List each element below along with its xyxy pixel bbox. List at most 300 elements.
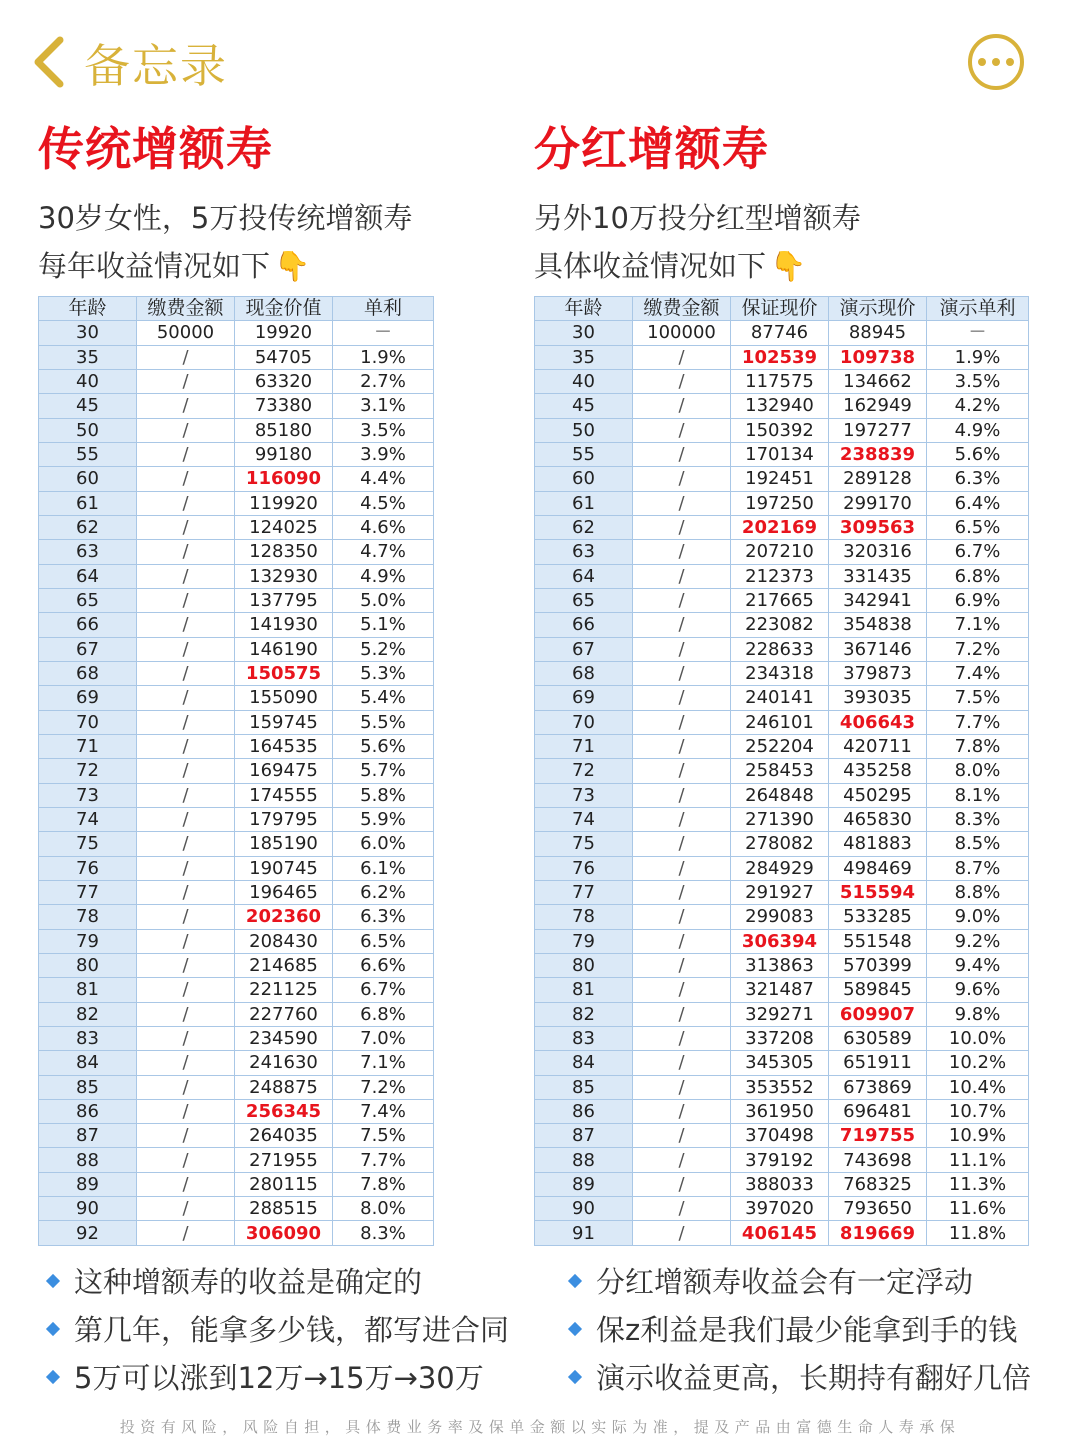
table-cell: 337208 [731,1026,829,1050]
age-cell: 76 [535,856,633,880]
table-cell: 214685 [235,953,333,977]
age-cell: 77 [535,880,633,904]
age-cell: 90 [39,1197,137,1221]
table-cell: / [633,710,731,734]
table-cell: / [633,1051,731,1075]
diamond-bullet-icon [46,1322,60,1336]
table-cell: 3.5% [333,418,434,442]
table-cell: / [633,345,731,369]
table-cell: 11.1% [927,1148,1029,1172]
table-cell: 8.3% [927,807,1029,831]
age-cell: 72 [39,759,137,783]
table-cell: 5.9% [333,807,434,831]
table-cell: / [137,1124,235,1148]
table-cell: － [927,321,1029,345]
table-cell: 85180 [235,418,333,442]
table-row [535,807,1029,831]
table-cell: 6.9% [927,588,1029,612]
table-cell: 4.6% [333,515,434,539]
table-cell: / [137,442,235,466]
table-cell: 320316 [829,540,927,564]
table-row [535,418,1029,442]
table-cell: 8.3% [333,1221,434,1245]
age-cell: 87 [39,1124,137,1148]
table-cell: 4.7% [333,540,434,564]
table-row [535,978,1029,1002]
table-cell: / [137,418,235,442]
table-cell: 10.0% [927,1026,1029,1050]
table-cell: 397020 [731,1197,829,1221]
subtitle-text: 每年收益情况如下 [38,249,271,283]
table-row [39,369,434,393]
table-cell: / [633,1197,731,1221]
nav-bar [0,0,1080,120]
table-cell: 8.1% [927,783,1029,807]
table-cell: 481883 [829,832,927,856]
age-cell: 40 [535,369,633,393]
more-button[interactable] [968,34,1024,90]
table-row [535,515,1029,539]
table-cell: / [137,1099,235,1123]
table-cell: 197250 [731,491,829,515]
age-cell: 71 [535,734,633,758]
table-row [535,686,1029,710]
age-cell: 86 [535,1099,633,1123]
table-row [535,832,1029,856]
table-row [39,1051,434,1075]
table-cell: / [137,759,235,783]
table-cell: 5.8% [333,783,434,807]
table-cell: / [633,394,731,418]
table-cell: 99180 [235,442,333,466]
table-row [39,1124,434,1148]
table-row [39,783,434,807]
traditional-table [38,296,434,1246]
table-cell: 719755 [829,1124,927,1148]
table-cell: 7.2% [333,1075,434,1099]
table-cell: / [137,929,235,953]
table-cell: / [633,467,731,491]
age-cell: 62 [39,515,137,539]
table-cell: 4.5% [333,491,434,515]
table-cell: / [633,540,731,564]
column-header: 保证现价 [731,297,829,321]
table-cell: 354838 [829,613,927,637]
table-cell: / [137,540,235,564]
age-cell: 66 [39,613,137,637]
table-cell: / [633,783,731,807]
table-cell: / [633,978,731,1002]
table-cell: / [633,856,731,880]
table-cell: 11.8% [927,1221,1029,1245]
age-cell: 89 [535,1172,633,1196]
table-cell: 8.7% [927,856,1029,880]
note-text: 这种增额寿的收益是确定的 [74,1265,423,1299]
dividend-table [534,296,1029,1246]
section-subtitle: 另外10万投分红型增额寿 [534,201,861,235]
table-cell: 10.9% [927,1124,1029,1148]
table-row [535,905,1029,929]
table-cell: 3.5% [927,369,1029,393]
table-cell: / [137,515,235,539]
table-cell: 379192 [731,1148,829,1172]
table-row [39,442,434,466]
column-header: 现金价值 [235,297,333,321]
table-cell: 370498 [731,1124,829,1148]
table-cell: 11.3% [927,1172,1029,1196]
table-cell: 696481 [829,1099,927,1123]
table-row [39,1172,434,1196]
table-cell: 379873 [829,661,927,685]
age-cell: 61 [535,491,633,515]
table-row [39,929,434,953]
age-cell: 87 [535,1124,633,1148]
table-cell: 393035 [829,686,927,710]
table-cell: 306394 [731,929,829,953]
age-cell: 82 [39,1002,137,1026]
table-row [535,345,1029,369]
table-cell: / [633,1099,731,1123]
table-cell: / [137,1197,235,1221]
table-cell: 4.2% [927,394,1029,418]
diamond-bullet-icon [568,1370,582,1384]
diamond-bullet-icon [568,1274,582,1288]
age-cell: 45 [535,394,633,418]
table-cell: / [137,880,235,904]
age-cell: 84 [39,1051,137,1075]
table-row [535,759,1029,783]
table-cell: 137795 [235,588,333,612]
age-cell: 82 [535,1002,633,1026]
table-cell: / [137,467,235,491]
note-item [570,1306,1070,1354]
table-cell: 280115 [235,1172,333,1196]
table-cell: 5.7% [333,759,434,783]
table-cell: 73380 [235,394,333,418]
table-cell: / [137,394,235,418]
table-cell: 5.6% [333,734,434,758]
note-item [570,1258,1070,1306]
table-row [535,1197,1029,1221]
table-row [39,807,434,831]
table-cell: 291927 [731,880,829,904]
table-cell: 6.2% [333,880,434,904]
note-text: 保z利益是我们最少能拿到手的钱 [596,1313,1018,1347]
table-cell: 6.3% [927,467,1029,491]
table-cell: / [137,734,235,758]
back-button[interactable] [30,34,70,90]
table-cell: 9.6% [927,978,1029,1002]
table-cell: － [333,321,434,345]
age-cell: 88 [535,1148,633,1172]
table-cell: / [633,929,731,953]
table-cell: 313863 [731,953,829,977]
table-cell: 7.7% [333,1148,434,1172]
table-cell: 264848 [731,783,829,807]
table-cell: 6.6% [333,953,434,977]
table-row [535,710,1029,734]
table-cell: 7.8% [333,1172,434,1196]
age-cell: 75 [535,832,633,856]
table-cell: / [633,637,731,661]
age-cell: 90 [535,1197,633,1221]
table-cell: 6.7% [333,978,434,1002]
table-row [39,1075,434,1099]
table-cell: 9.4% [927,953,1029,977]
table-cell: / [633,759,731,783]
table-cell: 8.8% [927,880,1029,904]
table-cell: 150575 [235,661,333,685]
more-icon-dot [992,58,1000,66]
note-item [570,1354,1070,1402]
table-cell: 435258 [829,759,927,783]
table-row [39,734,434,758]
table-cell: 5.0% [333,588,434,612]
table-cell: 5.3% [333,661,434,685]
table-cell: / [633,1002,731,1026]
table-cell: / [137,710,235,734]
table-cell: / [137,1075,235,1099]
table-cell: 299170 [829,491,927,515]
table-cell: 223082 [731,613,829,637]
table-cell: 54705 [235,345,333,369]
table-cell: 134662 [829,369,927,393]
table-cell: 8.5% [927,832,1029,856]
table-cell: 9.2% [927,929,1029,953]
table-cell: 10.2% [927,1051,1029,1075]
table-cell: / [633,905,731,929]
column-header: 单利 [333,297,434,321]
age-cell: 30 [535,321,633,345]
table-row [535,783,1029,807]
age-cell: 89 [39,1172,137,1196]
left-section [38,118,508,290]
age-cell: 64 [535,564,633,588]
table-cell: 353552 [731,1075,829,1099]
table-row [535,613,1029,637]
table-cell: 5.6% [927,442,1029,466]
table-row [39,613,434,637]
table-cell: 819669 [829,1221,927,1245]
age-cell: 35 [39,345,137,369]
table-cell: / [137,588,235,612]
age-cell: 73 [535,783,633,807]
diamond-bullet-icon [46,1370,60,1384]
age-cell: 66 [535,613,633,637]
table-cell: / [137,1221,235,1245]
table-cell: 264035 [235,1124,333,1148]
age-cell: 91 [535,1221,633,1245]
table-cell: 240141 [731,686,829,710]
table-cell: 117575 [731,369,829,393]
table-row [535,734,1029,758]
table-cell: 196465 [235,880,333,904]
table-row [39,978,434,1002]
table-cell: 7.5% [927,686,1029,710]
table-cell: 342941 [829,588,927,612]
diamond-bullet-icon [46,1274,60,1288]
table-row [39,759,434,783]
table-row [39,588,434,612]
table-row [39,1026,434,1050]
table-cell: 185190 [235,832,333,856]
table-cell: / [137,491,235,515]
age-cell: 78 [535,905,633,929]
table-cell: 570399 [829,953,927,977]
table-cell: 256345 [235,1099,333,1123]
table-cell: 8.0% [927,759,1029,783]
table-row [535,953,1029,977]
section-title-traditional: 传统增额寿 [38,122,273,176]
table-row [535,467,1029,491]
age-cell: 70 [39,710,137,734]
table-cell: 7.8% [927,734,1029,758]
age-cell: 74 [39,807,137,831]
table-row [39,661,434,685]
age-cell: 79 [39,929,137,953]
column-header: 演示单利 [927,297,1029,321]
table-row [535,1002,1029,1026]
subtitle-text: 具体收益情况如下 [534,249,767,283]
table-cell: / [137,564,235,588]
table-cell: 10.7% [927,1099,1029,1123]
table-cell: / [633,369,731,393]
table-cell: 212373 [731,564,829,588]
table-row [39,394,434,418]
age-cell: 88 [39,1148,137,1172]
table-row [535,1221,1029,1245]
column-header: 缴费金额 [137,297,235,321]
table-cell: 1.9% [333,345,434,369]
more-icon-dot [1006,58,1014,66]
table-cell: / [633,832,731,856]
table-row [535,1148,1029,1172]
table-cell: 170134 [731,442,829,466]
table-cell: 169475 [235,759,333,783]
table-cell: / [633,1148,731,1172]
table-cell: / [137,832,235,856]
table-cell: 179795 [235,807,333,831]
table-cell: 306090 [235,1221,333,1245]
table-row [39,564,434,588]
age-cell: 84 [535,1051,633,1075]
table-cell: 116090 [235,467,333,491]
section-title-dividend: 分红增额寿 [534,122,769,176]
table-row [39,686,434,710]
table-cell: 7.2% [927,637,1029,661]
table-cell: / [137,1002,235,1026]
table-cell: 465830 [829,807,927,831]
note-text: 第几年，能拿多少钱，都写进合同 [74,1313,510,1347]
table-cell: / [137,905,235,929]
table-cell: / [137,686,235,710]
age-cell: 63 [39,540,137,564]
table-cell: 252204 [731,734,829,758]
diamond-bullet-icon [568,1322,582,1336]
table-cell: 299083 [731,905,829,929]
age-cell: 62 [535,515,633,539]
table-cell: / [137,1148,235,1172]
note-item [48,1306,528,1354]
age-cell: 40 [39,369,137,393]
table-row [535,442,1029,466]
age-cell: 76 [39,856,137,880]
table-cell: 5.1% [333,613,434,637]
column-header: 演示现价 [829,297,927,321]
table-cell: 234318 [731,661,829,685]
chevron-left-icon [30,34,70,90]
age-cell: 78 [39,905,137,929]
table-cell: 673869 [829,1075,927,1099]
table-row [535,588,1029,612]
table-cell: 258453 [731,759,829,783]
table-cell: 174555 [235,783,333,807]
note-text: 5万可以涨到12万→15万→30万 [74,1361,484,1395]
age-cell: 92 [39,1221,137,1245]
table-cell: 6.7% [927,540,1029,564]
table-cell: 3.1% [333,394,434,418]
table-row [535,637,1029,661]
table-cell: 190745 [235,856,333,880]
table-row [535,1124,1029,1148]
table-cell: 217665 [731,588,829,612]
age-cell: 74 [535,807,633,831]
age-cell: 67 [39,637,137,661]
age-cell: 50 [535,418,633,442]
age-cell: 69 [39,686,137,710]
table-cell: 367146 [829,637,927,661]
column-header: 缴费金额 [633,297,731,321]
table-cell: / [137,783,235,807]
age-cell: 81 [535,978,633,1002]
table-cell: / [137,637,235,661]
table-cell: 7.4% [927,661,1029,685]
age-cell: 55 [535,442,633,466]
age-cell: 35 [535,345,633,369]
table-row [535,1051,1029,1075]
table-cell: 5.2% [333,637,434,661]
table-cell: 271955 [235,1148,333,1172]
age-cell: 30 [39,321,137,345]
table-cell: 6.0% [333,832,434,856]
table-cell: / [137,1026,235,1050]
table-cell: / [137,345,235,369]
table-cell: 197277 [829,418,927,442]
table-cell: 50000 [137,321,235,345]
table-cell: / [633,1221,731,1245]
age-cell: 80 [39,953,137,977]
age-cell: 75 [39,832,137,856]
table-cell: 241630 [235,1051,333,1075]
table-cell: 238839 [829,442,927,466]
note-text: 分红增额寿收益会有一定浮动 [596,1265,974,1299]
table-cell: 515594 [829,880,927,904]
age-cell: 71 [39,734,137,758]
table-cell: / [633,588,731,612]
table-cell: 420711 [829,734,927,758]
table-row [39,832,434,856]
table-row [39,953,434,977]
pointing-down-icon: 👇 [274,249,311,283]
table-row [39,491,434,515]
table-cell: / [633,564,731,588]
age-cell: 60 [39,467,137,491]
table-cell: 124025 [235,515,333,539]
table-cell: 450295 [829,783,927,807]
table-row [535,394,1029,418]
age-cell: 69 [535,686,633,710]
table-row [535,661,1029,685]
